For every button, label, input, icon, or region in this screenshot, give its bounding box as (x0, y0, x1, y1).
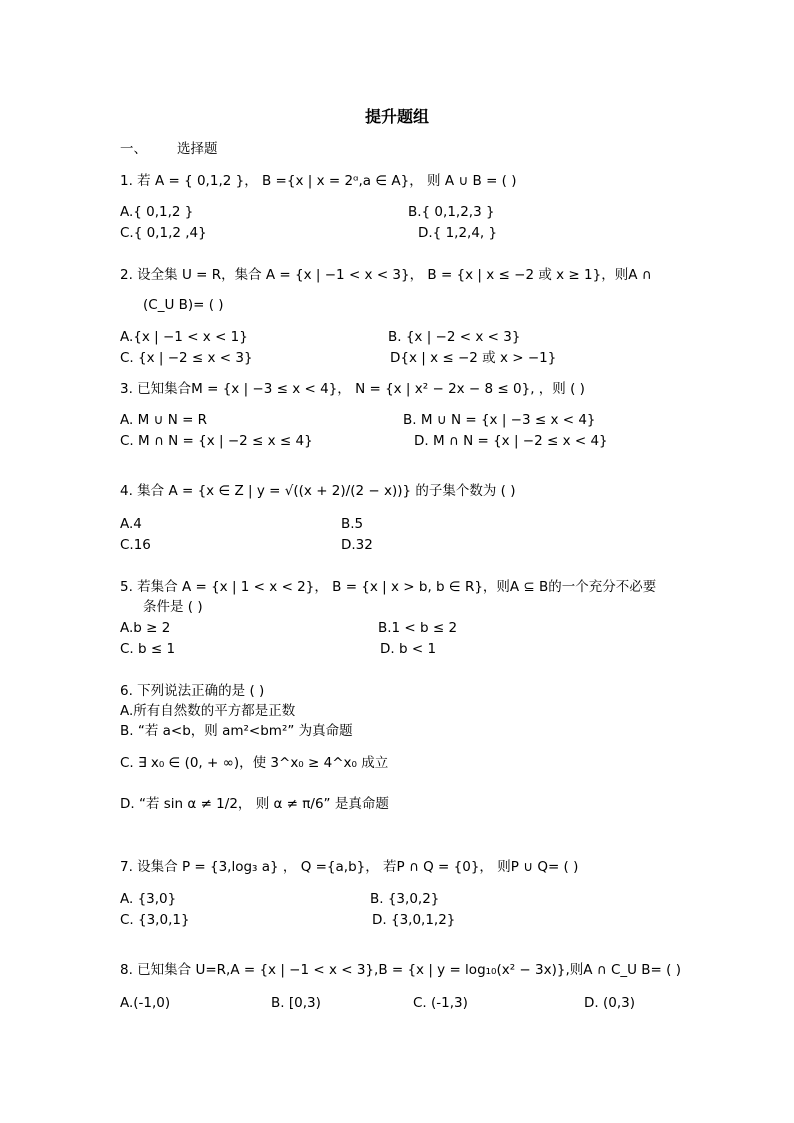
question-4-stem: 4. 集合 A = {x ∈ Z | y = √((x + 2)/(2 − x))} 的子集个数为 ( ) (120, 483, 516, 499)
question-3-option-d: D. M ∩ N = {x | −2 ≤ x < 4} (414, 433, 608, 449)
question-6-stem: 6. 下列说法正确的是 ( ) (120, 683, 265, 699)
question-3-option-b: B. M ∪ N = {x | −3 ≤ x < 4} (403, 412, 596, 428)
question-4-option-b: B.5 (341, 516, 364, 532)
question-1-option-a: A.{ 0,1,2 } (120, 204, 194, 220)
question-6-option-a: A.所有自然数的平方都是正数 (120, 703, 296, 719)
page-title: 提升题组 (364, 107, 429, 126)
question-6-option-c: C. ∃ x₀ ∈ (0, + ∞)，使 3^x₀ ≥ 4^x₀ 成立 (120, 755, 389, 771)
question-5-stem: 5. 若集合 A = {x | 1 < x < 2}， B = {x | x > b, b ∈ R}，则A ⊆ B的一个充分不必要 (120, 579, 657, 595)
question-8-option-d: D. (0,3) (584, 995, 635, 1011)
question-8-stem: 8. 已知集合 U=R,A = {x | −1 < x < 3},B = {x | y = log₁₀(x² − 3x)},则A ∩ C_U B= ( ) (120, 962, 681, 978)
question-5-option-d: D. b < 1 (380, 641, 437, 657)
question-1-option-b: B.{ 0,1,2,3 } (408, 204, 495, 220)
question-2-stem: 2. 设全集 U = R，集合 A = {x | −1 < x < 3}， B = {x | x ≤ −2 或 x ≥ 1}，则A ∩ (120, 267, 652, 283)
question-2-stem-cont: (C_U B)= ( ) (143, 297, 224, 313)
question-8-option-c: C. (-1,3) (413, 995, 468, 1011)
question-6-option-d: D. “若 sin α ≠ 1/2， 则 α ≠ π/6” 是真命题 (120, 796, 389, 812)
question-7-option-a: A. {3,0} (120, 891, 177, 907)
question-3-stem: 3. 已知集合M = {x | −3 ≤ x < 4}， N = {x | x² − 2x − 8 ≤ 0}, ，则 ( ) (120, 381, 585, 397)
question-8-option-b: B. [0,3) (271, 995, 321, 1011)
question-7-option-c: C. {3,0,1} (120, 912, 190, 928)
question-5-option-b: B.1 < b ≤ 2 (378, 620, 458, 636)
question-1-option-c: C.{ 0,1,2 ,4} (120, 225, 207, 241)
question-5-stem-cont: 条件是 ( ) (143, 599, 203, 615)
section-label: 选择题 (177, 141, 218, 157)
question-6-option-b: B. “若 a<b，则 am²<bm²” 为真命题 (120, 723, 353, 739)
question-7-option-d: D. {3,0,1,2} (372, 912, 456, 928)
section-number: 一、 (120, 141, 147, 157)
question-2-option-a: A.{x | −1 < x < 1} (120, 329, 248, 345)
question-3-option-c: C. M ∩ N = {x | −2 ≤ x ≤ 4} (120, 433, 313, 449)
question-1-stem: 1. 若 A = { 0,1,2 }， B ={x | x = 2ᵅ,a ∈ A}， 则 A ∪ B = ( ) (120, 173, 517, 189)
question-5-option-c: C. b ≤ 1 (120, 641, 176, 657)
question-4-option-a: A.4 (120, 516, 142, 532)
question-3-option-a: A. M ∪ N = R (120, 412, 208, 428)
question-7-stem: 7. 设集合 P = {3,log₃ a} ， Q ={a,b}， 若P ∩ Q = {0}， 则P ∪ Q= ( ) (120, 859, 579, 875)
question-2-option-d: D{x | x ≤ −2 或 x > −1} (390, 350, 557, 366)
question-2-option-b: B. {x | −2 < x < 3} (388, 329, 521, 345)
question-5-option-a: A.b ≥ 2 (120, 620, 171, 636)
question-7-option-b: B. {3,0,2} (370, 891, 440, 907)
question-4-option-c: C.16 (120, 537, 151, 553)
question-1-option-d: D.{ 1,2,4, } (418, 225, 498, 241)
question-4-option-d: D.32 (341, 537, 373, 553)
question-2-option-c: C. {x | −2 ≤ x < 3} (120, 350, 253, 366)
question-8-option-a: A.(-1,0) (120, 995, 171, 1011)
